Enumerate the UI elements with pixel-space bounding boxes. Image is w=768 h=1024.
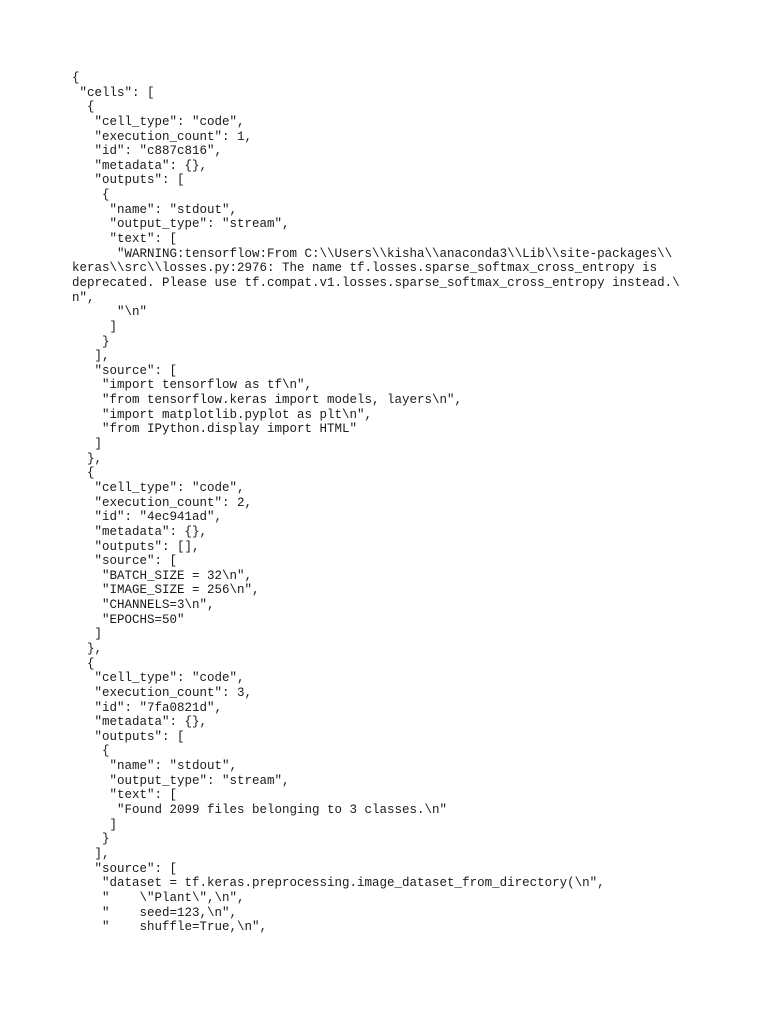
code-line: "source": [ xyxy=(72,861,178,876)
code-line: "id": "4ec941ad", xyxy=(72,510,223,525)
code-line: "WARNING:tensorflow:From C:\\Users\\kisha\\anaconda3\\Lib\\site-packages\\ xyxy=(72,246,673,261)
code-line: "\n" xyxy=(72,305,148,320)
code-line: "from tensorflow.keras import models, layers\n", xyxy=(72,393,463,408)
code-line: "import matplotlib.pyplot as plt\n", xyxy=(72,407,373,422)
code-line: "cells": [ xyxy=(72,85,155,100)
code-line: }, xyxy=(72,641,103,656)
code-line: "cell_type": "code", xyxy=(72,114,245,129)
code-line: "execution_count": 3, xyxy=(72,685,253,700)
code-line: } xyxy=(72,334,110,349)
code-line: keras\\src\\losses.py:2976: The name tf.losses.sparse_softmax_cross_entropy is xyxy=(72,261,658,276)
code-line: { xyxy=(72,71,80,85)
code-line: deprecated. Please use tf.compat.v1.losses.sparse_softmax_cross_entropy instead.\ xyxy=(72,275,680,290)
code-line: "metadata": {}, xyxy=(72,715,208,730)
code-line: "metadata": {}, xyxy=(72,158,208,173)
code-line: "outputs": [], xyxy=(72,539,200,554)
code-line: }, xyxy=(72,451,103,466)
code-line: "import tensorflow as tf\n", xyxy=(72,378,313,393)
code-line: "cell_type": "code", xyxy=(72,671,245,686)
code-line: { xyxy=(72,656,95,671)
code-line: "output_type": "stream", xyxy=(72,773,290,788)
code-line: "IMAGE_SIZE = 256\n", xyxy=(72,583,260,598)
code-line: ] xyxy=(72,817,118,832)
code-line: " shuffle=True,\n", xyxy=(72,920,268,935)
code-line: ] xyxy=(72,319,118,334)
code-line: "cell_type": "code", xyxy=(72,480,245,495)
code-line: "outputs": [ xyxy=(72,173,185,188)
code-line: { xyxy=(72,188,110,203)
document-page xyxy=(72,71,712,935)
code-line: "from IPython.display import HTML" xyxy=(72,422,358,437)
code-line: "text": [ xyxy=(72,232,178,247)
code-line: "source": [ xyxy=(72,363,178,378)
code-line: "metadata": {}, xyxy=(72,524,208,539)
code-line: "id": "c887c816", xyxy=(72,144,223,159)
code-line: " \"Plant\",\n", xyxy=(72,890,245,905)
code-line: "name": "stdout", xyxy=(72,759,238,774)
code-line: "name": "stdout", xyxy=(72,202,238,217)
code-line: { xyxy=(72,466,95,481)
code-line: "output_type": "stream", xyxy=(72,217,290,232)
code-line: "outputs": [ xyxy=(72,729,185,744)
code-line: ] xyxy=(72,627,103,642)
code-line: "BATCH_SIZE = 32\n", xyxy=(72,568,253,583)
code-line: { xyxy=(72,100,95,115)
code-line: "dataset = tf.keras.preprocessing.image_dataset_from_directory(\n", xyxy=(72,876,605,891)
code-line: } xyxy=(72,832,110,847)
code-line: "id": "7fa0821d", xyxy=(72,700,223,715)
code-line: "EPOCHS=50" xyxy=(72,612,185,627)
code-line: ], xyxy=(72,846,110,861)
code-line: "text": [ xyxy=(72,788,178,803)
code-line: "execution_count": 2, xyxy=(72,495,253,510)
code-line: ], xyxy=(72,349,110,364)
code-line: { xyxy=(72,744,110,759)
code-line: "source": [ xyxy=(72,554,178,569)
code-line: "execution_count": 1, xyxy=(72,129,253,144)
code-line: "CHANNELS=3\n", xyxy=(72,598,215,613)
code-line: n", xyxy=(72,290,95,305)
code-line: "Found 2099 files belonging to 3 classes.\n" xyxy=(72,803,448,818)
code-line: " seed=123,\n", xyxy=(72,905,238,920)
code-line: ] xyxy=(72,437,103,452)
